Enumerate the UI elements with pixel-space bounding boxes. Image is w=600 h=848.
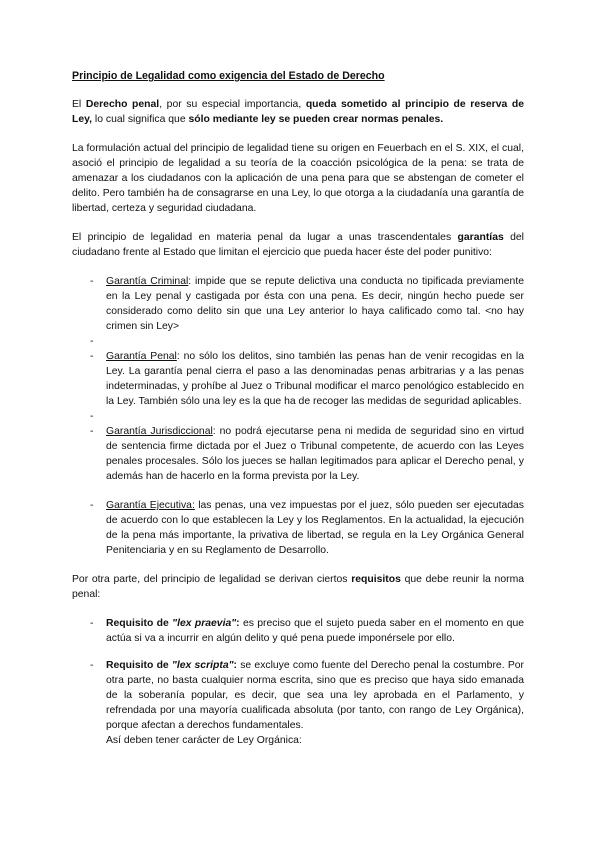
p1-text-3: lo cual significa que <box>92 114 189 125</box>
dash-bullet: - <box>90 351 94 362</box>
p3-text-2: del ciudadano frente al Estado que limitan el ejercicio que pueda hacer éste del poder punitivo: <box>72 232 524 258</box>
p1-bold-3: sólo mediante ley se pueden crear normas penales. <box>188 114 444 125</box>
list-item-garantia-ejecutiva <box>72 498 524 558</box>
p3-text-1: El principio de legalidad en materia penal da lugar a unas trascendentales <box>72 232 458 243</box>
p3-bold-1: garantías <box>457 232 504 243</box>
dash-bullet: - <box>90 336 94 347</box>
document-title: Principio de Legalidad como exigencia del Estado de Derecho <box>72 70 385 82</box>
guarantee-label: Garantía Penal <box>106 351 177 362</box>
dash-bullet: - <box>90 500 94 511</box>
list-item-lex-praevia <box>72 616 524 646</box>
list-item-garantia-penal <box>72 349 524 409</box>
p1-bold-2: queda sometido al principio de reserva de Ley, <box>72 99 524 125</box>
requirement-lex-term: "lex praevia" <box>172 618 237 629</box>
dash-bullet: - <box>90 276 94 287</box>
paragraph-feuerbach: La formulación actual del principio de legalidad tiene su origen en Feuerbach en el S. XIX, el cual, asoció el principio de legalidad a su teoría de la coacción psicológica de la pena: se trata de amenazar a los ciudadanos con la aplicación de una pena para que se abstengan de cometer el delito. Pero también ha de consagrarse en una Ley, lo que otorga a la ciudadanía una garantía de libertad, certeza y seguridad ciudadana. <box>72 143 524 214</box>
dash-bullet: - <box>90 426 94 437</box>
p1-text-1: El <box>72 99 86 110</box>
guarantee-text: : no sólo los delitos, sino también las penas han de venir recogidas en la Ley. La garantía penal cierra el paso a las denominadas penas arbitrarias y a las penas indeterminadas, y prohíbe al Juez o Tribunal modificar el marco penológico establecido en la Ley. También sólo una ley es la que ha de recoger las medidas de seguridad aplicables. <box>106 351 524 407</box>
list-item-empty <box>72 409 524 424</box>
dash-bullet: - <box>90 411 94 422</box>
guarantee-text: : no podrá ejecutarse pena ni medida de seguridad sino en virtud de sentencia firme dictada por el Juez o Tribunal competente, de acuerdo con las Leyes penales procesales. Sólo los jueces se hallan legitimados para aplicar el Derecho penal, y además han de hacerlo en la forma prevista por la Ley. <box>106 426 525 482</box>
paragraph-requisitos-intro <box>72 572 524 602</box>
list-item-garantia-criminal <box>72 274 524 334</box>
list-item-lex-scripta <box>72 658 524 748</box>
p4-bold-1: requisitos <box>351 574 401 585</box>
requirement-label-prefix: Requisito de <box>106 618 173 629</box>
p1-text-2: , por su especial importancia, <box>159 99 306 110</box>
list-item-garantia-jurisdiccional <box>72 424 524 484</box>
p4-text-2: que debe reunir la norma penal: <box>72 574 525 600</box>
guarantee-text: las penas, una vez impuestas por el juez, sólo pueden ser ejecutadas de acuerdo con lo que establecen la Ley y los Reglamentos. En la actualidad, la ejecución de la pena más importante, la privativa de libertad, se regula en la Ley Orgánica General Penitenciaria y en su Reglamento de Desarrollo. <box>106 500 524 556</box>
guarantee-text: : impide que se repute delictiva una conducta no tipificada previamente en la Ley penal y castigada por ésta con una pena. Es decir, ningún hecho puede ser considerado como delito sin que una Ley anterior lo haya calificado como tal. <no hay crimen sin Ley> <box>106 276 524 332</box>
requirement-label-prefix: Requisito de <box>106 660 172 671</box>
dash-bullet: - <box>90 660 94 671</box>
requirement-label-suffix: : <box>233 660 237 671</box>
paragraph-garantias-intro <box>72 230 524 260</box>
guarantee-label: Garantía Jurisdiccional <box>106 426 213 437</box>
requirement-label <box>106 660 237 671</box>
list-item-empty <box>72 334 524 349</box>
requirement-extra-text: Así deben tener carácter de Ley Orgánica: <box>106 735 302 746</box>
guarantee-label: Garantía Criminal <box>106 276 189 287</box>
requirements-list <box>72 616 524 748</box>
guarantees-list <box>72 274 524 558</box>
requirement-lex-term: "lex scripta" <box>171 660 234 671</box>
requirement-label <box>106 618 240 629</box>
paragraph-derecho-penal <box>72 97 524 127</box>
requirement-label-suffix: : <box>236 618 240 629</box>
guarantee-label: Garantía Ejecutiva: <box>106 500 195 511</box>
requirement-text: es preciso que el sujeto pueda saber en el momento en que actúa si va a incurrir en algún delito y qué pena puede imponérsele por ello. <box>106 618 525 644</box>
requirement-text: se excluye como fuente del Derecho penal la costumbre. Por otra parte, no basta cualquier norma escrita, sino que es preciso que haya sido emanada de la soberanía popular, es decir, que sea una ley aprobada en el Parlamento, y refrendada por una mayoría cualificada absoluta (por tanto, con rango de Ley Orgánica), porque afectan a derechos fundamentales. <box>106 660 524 731</box>
p1-bold-1: Derecho penal <box>85 99 160 110</box>
dash-bullet: - <box>90 618 94 629</box>
p4-text-1: Por otra parte, del principio de legalidad se derivan ciertos <box>72 574 352 585</box>
